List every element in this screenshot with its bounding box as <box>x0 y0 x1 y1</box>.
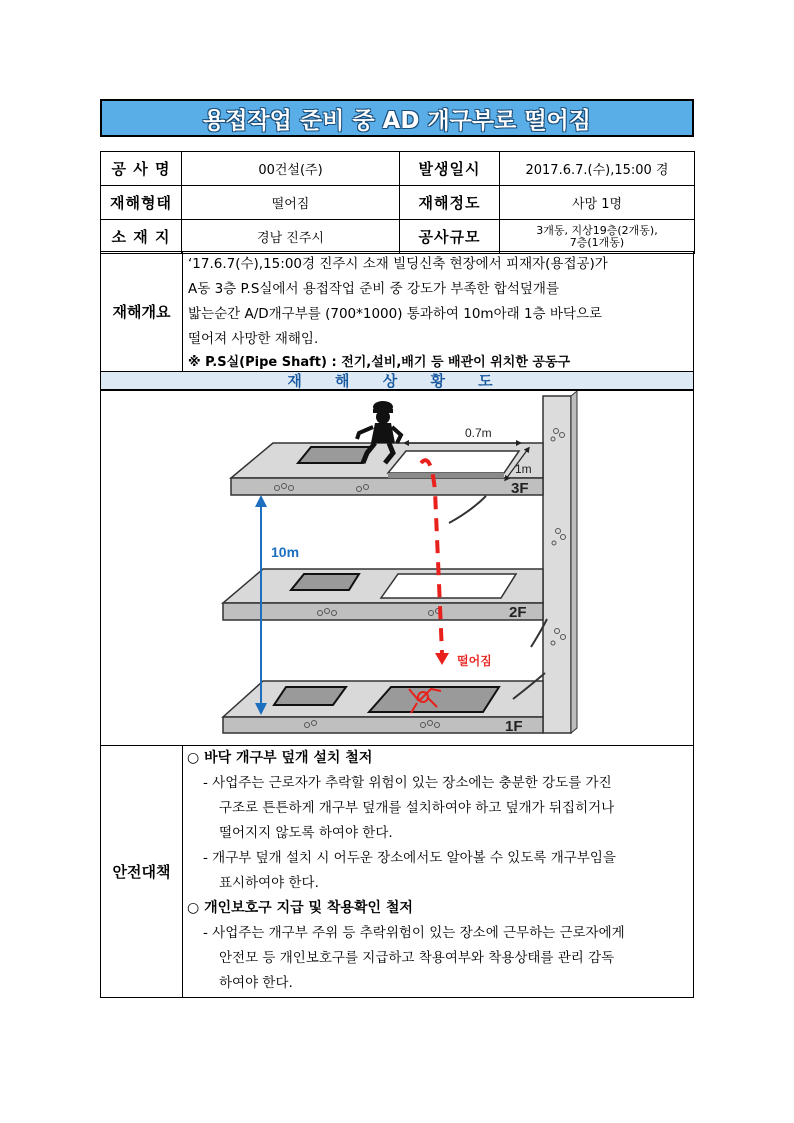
diagram-header: 재 해 상 황 도 <box>100 371 694 390</box>
overview-line: 떨어져 사망한 재해임. <box>188 331 319 347</box>
width-label: 0.7m <box>465 426 492 440</box>
info-table <box>100 151 695 254</box>
floor-3-slab <box>231 443 543 523</box>
page-title: 용접작업 준비 중 AD 개구부로 떨어짐 <box>100 99 694 137</box>
project-name-value: 00건설(주) <box>182 152 400 186</box>
scale-value-line: 3개동, 지상19층(2개동), <box>536 223 658 237</box>
overview-line: 밟는순간 A/D개구부를 (700*1000) 통과하여 10m아래 1층 바닥으로 <box>188 306 603 322</box>
location-value: 경남 진주시 <box>182 220 400 254</box>
date-value: 2017.6.7.(수),15:00 경 <box>500 152 695 186</box>
accident-diagram <box>100 390 694 746</box>
floor-2-slab <box>223 569 547 647</box>
overview-line: ‘17.6.7(수),15:00경 진주시 소재 빌딩신축 현장에서 피재자(용접공)가 <box>188 256 608 272</box>
scale-label: 공사규모 <box>400 220 500 254</box>
safety-item-line: 표시하여야 한다. <box>219 875 319 891</box>
accident-illustration <box>101 391 693 745</box>
depth-label: 1m <box>515 462 532 476</box>
project-name-label: 공 사 명 <box>101 152 182 186</box>
safety-heading: ○ 개인보호구 지급 및 착용확인 철저 <box>187 900 413 916</box>
safety-item-line: - 사업주는 개구부 주위 등 추락위험이 있는 장소에 근무하는 근로자에게 <box>203 925 625 941</box>
safety-item-line: - 사업주는 근로자가 추락할 위험이 있는 장소에는 충분한 강도를 가진 <box>203 775 612 791</box>
safety-measures <box>187 746 687 996</box>
overview-note: ※ P.S실(Pipe Shaft) : 전기,설비,배기 등 배관이 위치한 공동구 <box>188 355 571 370</box>
safety-item-line: 구조로 튼튼하게 개구부 덮개를 설치하여야 하고 덮개가 뒤집히거나 <box>219 800 615 816</box>
info-row <box>101 220 695 254</box>
floor-1-slab <box>223 673 545 733</box>
info-row <box>101 152 695 186</box>
safety-item-line: - 개구부 덮개 설치 시 어두운 장소에서도 알아볼 수 있도록 개구부임을 <box>203 850 616 866</box>
scale-value <box>500 220 695 254</box>
wall <box>543 391 577 733</box>
floor-2-label: 2F <box>509 604 527 621</box>
overview-text <box>188 252 689 373</box>
fall-label: 떨어짐 <box>457 654 492 668</box>
overview-section <box>100 251 694 372</box>
floor-3-label: 3F <box>511 480 529 497</box>
overview-line: A동 3층 P.S실에서 용접작업 준비 중 강도가 부족한 합석덮개를 <box>188 281 559 297</box>
severity-value: 사망 1명 <box>500 186 695 220</box>
accident-type-value: 떨어짐 <box>182 186 400 220</box>
accident-type-label: 재해형태 <box>101 186 182 220</box>
floor-1-label: 1F <box>505 718 523 735</box>
height-label: 10m <box>271 544 300 560</box>
safety-item-line: 하여야 한다. <box>219 975 293 991</box>
info-row <box>101 186 695 220</box>
safety-heading: ○ 바닥 개구부 덮개 설치 철저 <box>187 750 373 766</box>
severity-label: 재해정도 <box>400 186 500 220</box>
safety-label: 안전대책 <box>101 746 183 997</box>
scale-value-line: 7층(1개동) <box>569 235 625 249</box>
date-label: 발생일시 <box>400 152 500 186</box>
overview-label: 재해개요 <box>101 252 183 371</box>
location-label: 소 재 지 <box>101 220 182 254</box>
safety-section <box>100 745 694 998</box>
safety-item-line: 안전모 등 개인보호구를 지급하고 착용여부와 착용상태를 관리 감독 <box>219 950 615 966</box>
safety-item-line: 떨어지지 않도록 하여야 한다. <box>219 825 393 841</box>
